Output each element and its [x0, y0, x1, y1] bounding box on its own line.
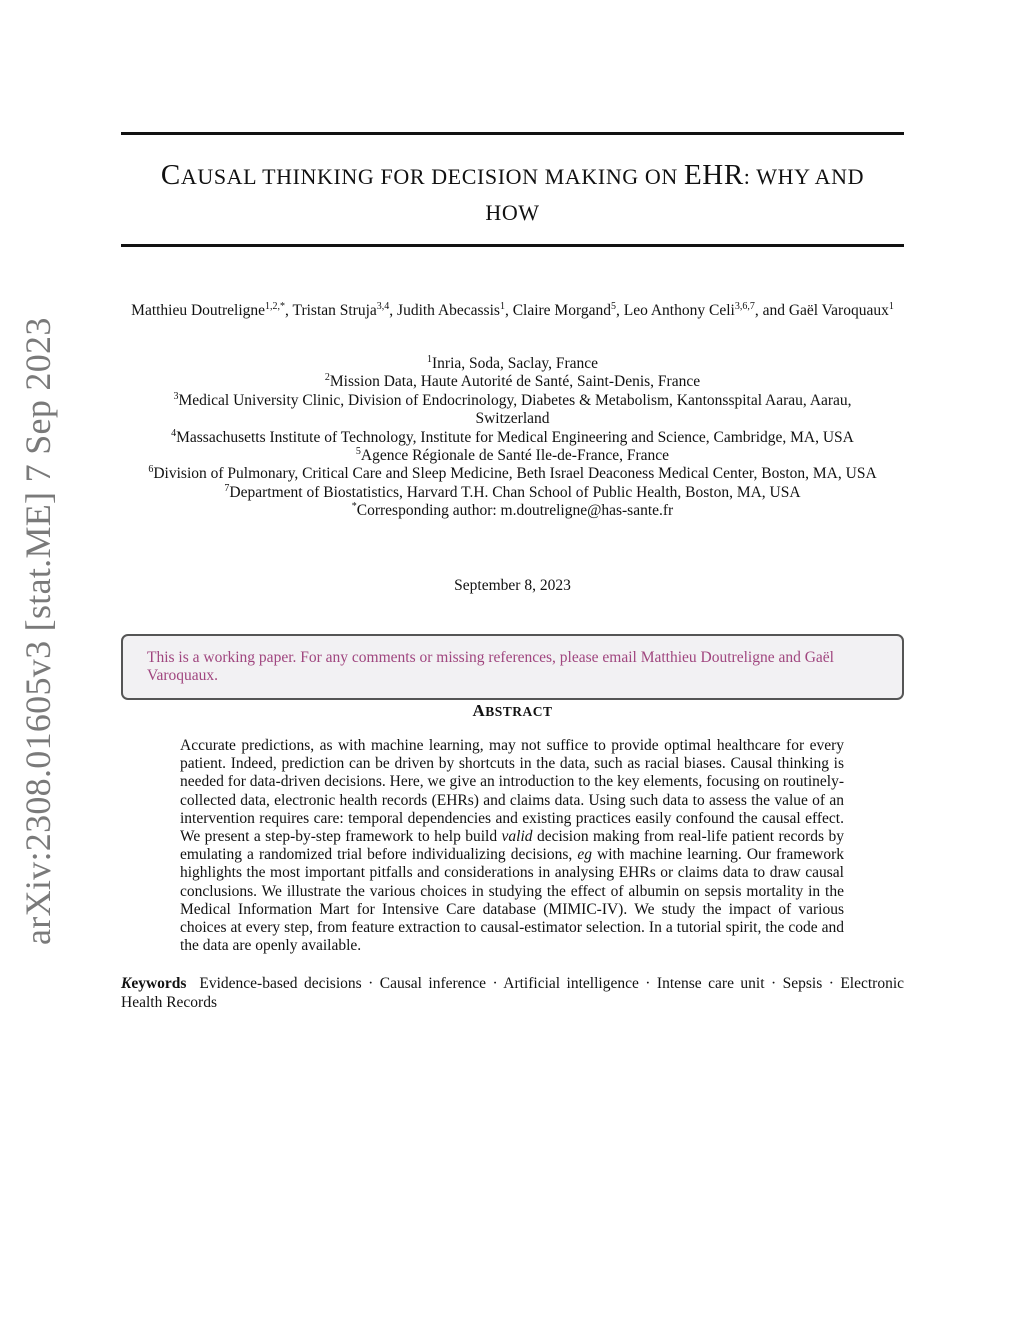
title-line-2: HOW [485, 200, 540, 225]
keywords-text: Evidence-based decisions · Causal inference · Artificial intelligence · Intense care unit · Sepsis · Electronic Health Records [121, 975, 905, 1011]
affiliation-list [121, 355, 904, 521]
affiliation-line: $^4$Massachusetts Institute of Technology, Institute for Medical Engineering and Science, Cambridge, MA, USA [171, 427, 854, 446]
title-rule-top [121, 132, 904, 135]
corresponding-author: *Corresponding author: m.doutreligne@has-sante.fr [351, 501, 674, 520]
title-initial-c: C [160, 159, 181, 191]
author-name: Matthieu Doutreligne [131, 302, 266, 319]
author-affiliation-marker: 5 [610, 301, 616, 312]
author-affiliation-marker: 3,4 [376, 301, 390, 312]
author-name: Judith Abecassis [397, 302, 500, 319]
working-paper-notice [121, 634, 904, 700]
keywords-label: Keywords [121, 975, 187, 992]
affiliation-line: $^7$Department of Biostatistics, Harvard T.H. Chan School of Public Health, Boston, MA, USA [224, 482, 801, 501]
title-smallcaps-a: AUSAL THINKING FOR DECISION MAKING ON [180, 164, 684, 189]
author-name: Tristan Struja [292, 302, 377, 319]
author-name: Claire Morgand [512, 302, 611, 319]
title-rule-bottom [121, 244, 904, 247]
author-affiliation-marker: 1 [499, 301, 505, 312]
abstract-heading: ABSTRACT [472, 701, 553, 720]
author-affiliation-marker: 1 [888, 301, 894, 312]
notice-text: This is a working paper. For any comments or missing references, please email Matthieu Doutreligne and Gaël Varoquaux. [147, 649, 834, 684]
title-ehr: EHR [683, 159, 744, 191]
author-name: Leo Anthony Celi [623, 302, 735, 319]
abstract-body: Accurate predictions, as with machine learning, may not suffice to provide optimal healthcare for every patient. Indeed, prediction can be driven by shortcuts in the data, such as racial biases. Causal thinking is needed for data-driven decisions. Here, we give an introduction to the key elements, focusing on routinely-collected data, electronic health records (EHRs) and claims data. Using such data to assess the value of an intervention requires care: temporal dependencies and existing practices easily confound the causal effect. We present a step-by-step framework to help build valid decision making from real-life patient records by emulating a randomized trial before individualizing decisions, eg with machine learning. Our framework highlights the most important pitfalls and considerations in analysing EHRs or claims data to draw causal conclusions. We illustrate the various choices in studying the effect of albumin on sepsis mortality in the Medical Information Mart for Intensive Care database (MIMIC-IV). We study the impact of various choices at every step, from feature extraction to causal-estimator selection. In a tutorial spirit, the code and the data are openly available. [180, 737, 844, 955]
abstract-emphasis: valid [501, 828, 533, 846]
affiliation-line: $^3$Medical University Clinic, Division of Endocrinology, Diabetes & Metabolism, Kantonsspital Aarau, Aarau, Switzerland [173, 390, 852, 428]
affiliation-line: $^2$Mission Data, Haute Autorité de Santé, Saint-Denis, France [324, 372, 701, 391]
author-affiliation-marker: 3,6,7 [734, 301, 755, 312]
affiliation-line: $^6$Division of Pulmonary, Critical Care and Sleep Medicine, Beth Israel Deaconess Medical Center, Boston, MA, USA [148, 464, 877, 483]
affiliation-line: $^1$Inria, Soda, Saclay, France [427, 354, 598, 372]
publication-date: September 8, 2023 [454, 577, 571, 594]
paper-title [121, 158, 904, 230]
affiliation-line: $^5$Agence Régionale de Santé Ile-de-France, France [355, 446, 670, 465]
title-smallcaps-b: : WHY AND [743, 164, 865, 189]
author-list: Matthieu Doutreligne$^{1,2,*}$, Tristan Struja$^{3,4}$, Judith Abecassis$^1$, Claire Morgand$^5$, Leo Anthony Celi$^{3,6,7}$, and Gaël Varoquaux$^1$ [131, 301, 894, 319]
author-name: Gaël Varoquaux [788, 302, 889, 319]
abstract-emphasis: eg [577, 846, 592, 864]
author-affiliation-marker: 1,2,* [265, 301, 286, 312]
arxiv-identifier-stamp: arXiv:2308.01605v3 [stat.ME] 7 Sep 2023 [18, 317, 58, 945]
keywords-section [121, 975, 904, 1012]
